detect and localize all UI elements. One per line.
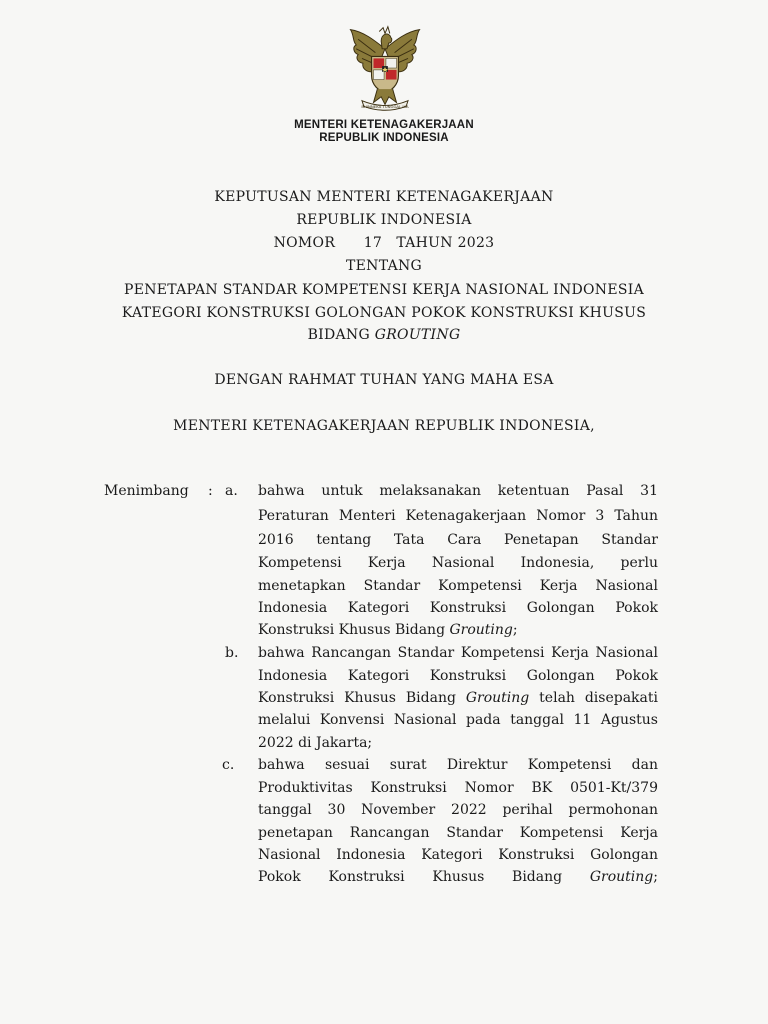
tahun-label: TAHUN 2023	[396, 235, 495, 251]
text-span: ;	[512, 622, 518, 638]
item-c-line: Nasional Indonesia Kategori Konstruksi Golongan	[258, 847, 658, 863]
item-b-line: melalui Konvensi Nasional pada tanggal 11 Agustus	[258, 712, 658, 728]
italic-term: Grouting	[589, 869, 654, 885]
decree-title-line-1: KEPUTUSAN MENTERI KETENAGAKERJAAN	[214, 189, 554, 205]
item-b-line	[258, 690, 658, 706]
item-a-line: bahwa untuk melaksanakan ketentuan Pasal 31	[258, 483, 658, 499]
item-c-line: tanggal 30 November 2022 perihal permohonan	[258, 802, 658, 818]
item-a-marker: a.	[225, 483, 238, 499]
invocation: DENGAN RAHMAT TUHAN YANG MAHA ESA	[214, 372, 554, 388]
nomor-value: 17	[363, 235, 383, 251]
item-a-line	[258, 622, 658, 638]
menimbang-label: Menimbang	[104, 483, 189, 499]
item-c-line: Produktivitas Konstruksi Nomor BK 0501-Kt/379	[258, 780, 658, 796]
text-span: ;	[653, 869, 658, 885]
item-b-marker: b.	[225, 645, 239, 661]
issuer-line-2: REPUBLIK INDONESIA	[319, 132, 449, 144]
subject-prefix: BIDANG	[307, 327, 375, 343]
item-b-line: 2022 di Jakarta;	[258, 735, 373, 751]
item-c-marker: c.	[222, 757, 235, 773]
garuda-emblem	[336, 20, 434, 116]
text-span: Konstruksi	[328, 869, 405, 885]
subject-line-1: PENETAPAN STANDAR KOMPETENSI KERJA NASIONAL INDONESIA	[123, 282, 645, 298]
decree-number-line	[0, 235, 768, 251]
item-a-line: Peraturan Menteri Ketenagakerjaan Nomor 3 Tahun	[258, 508, 658, 524]
authority-line: MENTERI KETENAGAKERJAAN REPUBLIK INDONESIA,	[173, 418, 595, 434]
issuer-line-1: MENTERI KETENAGAKERJAAN	[294, 119, 474, 131]
text-span: Bidang	[512, 869, 563, 885]
item-c-line	[258, 869, 658, 885]
item-c-line: penetapan Rancangan Standar Kompetensi Kerja	[258, 825, 658, 841]
svg-text:BHINNEKA TUNGGAL IKA: BHINNEKA TUNGGAL IKA	[361, 103, 409, 109]
item-b-line: bahwa Rancangan Standar Kompetensi Kerja Nasional	[258, 645, 658, 661]
item-a-line: Indonesia Kategori Konstruksi Golongan Pokok	[258, 600, 658, 616]
text-span: Konstruksi Khusus Bidang	[258, 622, 450, 638]
text-span: Konstruksi Khusus Bidang	[258, 690, 466, 706]
text-span: telah disepakati	[529, 690, 658, 706]
item-a-line: Kompetensi Kerja Nasional Indonesia, perlu	[258, 555, 658, 571]
subject-line-3	[0, 327, 768, 343]
subject-italic: GROUTING	[374, 327, 461, 343]
item-b-line: Indonesia Kategori Konstruksi Golongan Pokok	[258, 668, 658, 684]
menimbang-colon: :	[208, 483, 213, 499]
item-c-line: bahwa sesuai surat Direktur Kompetensi dan	[258, 757, 658, 773]
tentang-label: TENTANG	[345, 258, 423, 274]
text-span	[590, 869, 658, 885]
subject-line-2: KATEGORI KONSTRUKSI GOLONGAN POKOK KONSTRUKSI KHUSUS	[121, 305, 647, 321]
item-a-line: 2016 tentang Tata Cara Penetapan Standar	[258, 532, 658, 548]
nomor-label: NOMOR	[273, 235, 336, 251]
italic-term: Grouting	[449, 622, 513, 638]
decree-title-line-2: REPUBLIK INDONESIA	[296, 212, 472, 228]
italic-term: Grouting	[465, 690, 530, 706]
text-span: Pokok	[258, 869, 301, 885]
text-span: Khusus	[432, 869, 485, 885]
item-a-line: menetapkan Standar Kompetensi Kerja Nasional	[258, 578, 658, 594]
